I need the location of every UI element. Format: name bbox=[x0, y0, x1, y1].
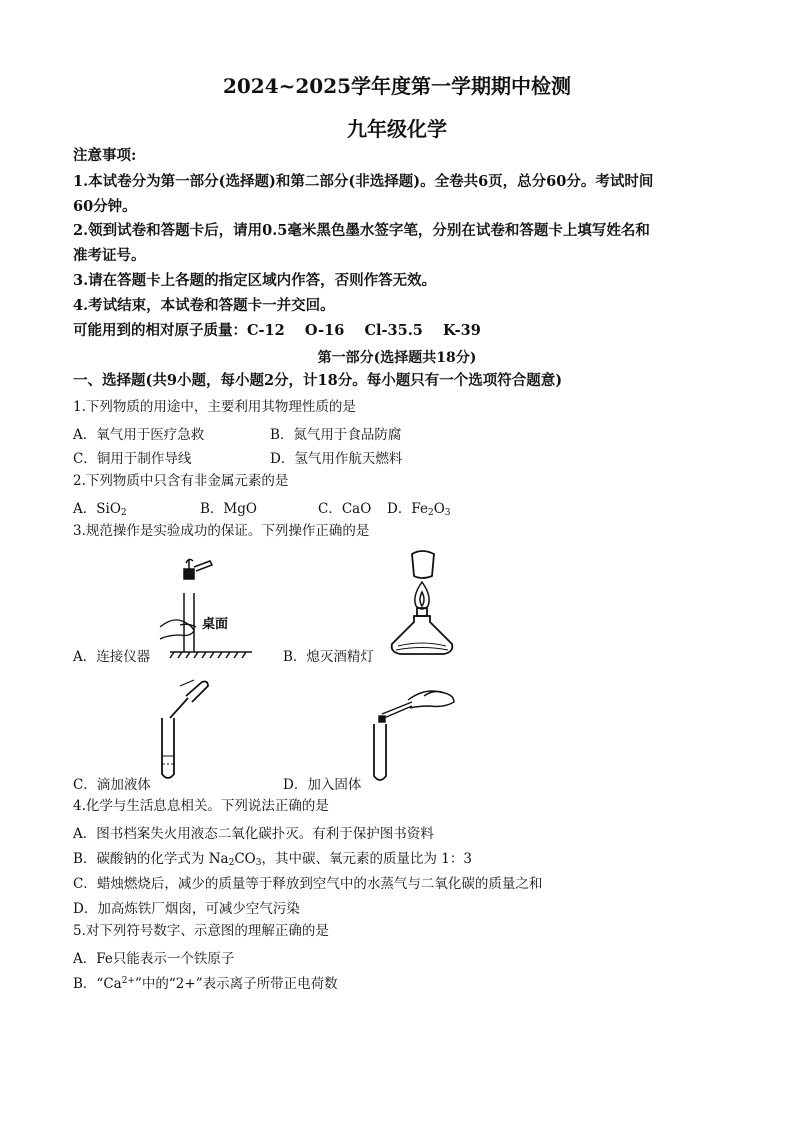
q2-option-d[interactable] bbox=[387, 497, 451, 517]
question-1-stem: 1.下列物质的用途中，主要利用其物理性质的是 bbox=[73, 399, 356, 415]
lamp-cap-icon bbox=[412, 551, 434, 578]
q4-b-sub1: 2 bbox=[228, 858, 235, 868]
q3-option-c[interactable]: C．滴加液体 bbox=[73, 777, 151, 793]
figure-alcohol-lamp bbox=[382, 548, 462, 660]
question-2-stem: 2.下列物质中只含有非金属元素的是 bbox=[73, 473, 289, 489]
q2-d-text: D．Fe bbox=[387, 501, 428, 517]
q2-a-sub: 2 bbox=[120, 508, 127, 518]
q5-b-text: B．“Ca bbox=[73, 976, 122, 992]
q2-option-c[interactable]: C．CaO bbox=[318, 501, 372, 517]
q4-option-c[interactable]: C．蜡烛燃烧后，减少的质量等于释放到空气中的水蒸气与二氧化碳的质量之和 bbox=[73, 876, 543, 892]
q2-option-a[interactable] bbox=[73, 497, 127, 517]
q5-b-post: ”中的“2+”表示离子所带正电荷数 bbox=[134, 976, 338, 992]
q1-option-c[interactable]: C．铜用于制作导线 bbox=[73, 451, 192, 467]
table-label: 桌面 bbox=[202, 617, 229, 632]
figure-connect-apparatus bbox=[150, 555, 260, 660]
notes-line-4: 4.考试结束，本试卷和答题卡一并交回。 bbox=[73, 297, 335, 314]
q2-option-b[interactable]: B．MgO bbox=[200, 501, 257, 517]
stopper-icon bbox=[184, 559, 212, 579]
q4-b-mid: CO bbox=[234, 851, 256, 867]
hand-icon bbox=[408, 691, 454, 708]
q3-option-a[interactable]: A．连接仪器 bbox=[73, 649, 151, 665]
tweezers-icon bbox=[379, 702, 412, 722]
q3-option-d[interactable]: D．加入固体 bbox=[283, 777, 362, 793]
question-3-stem: 3.规范操作是实验成功的保证。下列操作正确的是 bbox=[73, 523, 370, 539]
test-tube-icon bbox=[162, 718, 174, 778]
q1-option-b[interactable]: B．氮气用于食品防腐 bbox=[270, 427, 402, 443]
q5-b-sup: 2+ bbox=[121, 976, 135, 986]
figure-add-solid bbox=[368, 678, 463, 786]
q5-option-b[interactable] bbox=[73, 972, 338, 992]
q2-a-text: A．SiO bbox=[73, 501, 121, 517]
q4-option-b[interactable] bbox=[73, 847, 472, 867]
table-surface-icon bbox=[170, 652, 252, 658]
dropper-icon bbox=[170, 680, 208, 718]
question-4-stem: 4.化学与生活息息相关。下列说法正确的是 bbox=[73, 798, 329, 814]
figure-dropper bbox=[150, 676, 220, 784]
alcohol-lamp-icon bbox=[392, 608, 453, 654]
q4-b-text: B．碳酸钠的化学式为 Na bbox=[73, 851, 229, 867]
exam-subtitle: 九年级化学 bbox=[347, 117, 447, 141]
notes-line-2b: 准考证号。 bbox=[73, 247, 146, 264]
q3-option-b[interactable]: B．熄灭酒精灯 bbox=[283, 649, 374, 665]
q2-d-sub2: 3 bbox=[444, 508, 451, 518]
part1-heading: 第一部分(选择题共18分) bbox=[317, 350, 477, 366]
q4-option-a[interactable]: A．图书档案失火用液态二氧化碳扑灭。有利于保护图书资料 bbox=[73, 826, 434, 842]
flame-icon bbox=[415, 582, 429, 609]
notes-line-1b: 60分钟。 bbox=[73, 198, 137, 215]
notes-line-3: 3.请在答题卡上各题的指定区域内作答，否则作答无效。 bbox=[73, 272, 437, 289]
exam-title: 2024~2025学年度第一学期期中检测 bbox=[222, 74, 572, 98]
q5-option-a[interactable]: A．Fe只能表示一个铁原子 bbox=[73, 951, 235, 967]
section-heading: 一、选择题(共9小题，每小题2分，计18分。每小题只有一个选项符合题意) bbox=[73, 372, 563, 389]
q4-option-d[interactable]: D．加高炼铁厂烟囱，可减少空气污染 bbox=[73, 901, 300, 917]
test-tube-icon bbox=[374, 724, 386, 780]
q1-option-a[interactable]: A．氧气用于医疗急救 bbox=[73, 427, 205, 443]
q1-option-d[interactable]: D．氢气用作航天燃料 bbox=[270, 451, 403, 467]
question-5-stem: 5.对下列符号数字、示意图的理解正确的是 bbox=[73, 923, 329, 939]
atomic-masses: 可能用到的相对原子质量：C-12 O-16 Cl-35.5 K-39 bbox=[73, 322, 481, 339]
notes-line-2: 2.领到试卷和答题卡后，请用0.5毫米黑色墨水签字笔，分别在试卷和答题卡上填写姓名和 bbox=[73, 222, 650, 239]
q4-b-post: ，其中碳、氧元素的质量比为 1：3 bbox=[261, 851, 472, 867]
notes-line-1: 1.本试卷分为第一部分(选择题)和第二部分(非选择题)。全卷共6页，总分60分。考试时间 bbox=[73, 173, 654, 190]
q2-d-sub1: 2 bbox=[427, 508, 434, 518]
q4-b-sub2: 3 bbox=[255, 858, 262, 868]
hand-icon bbox=[160, 620, 196, 639]
notes-heading: 注意事项: bbox=[73, 147, 137, 164]
q2-d-mid: O bbox=[433, 501, 445, 517]
